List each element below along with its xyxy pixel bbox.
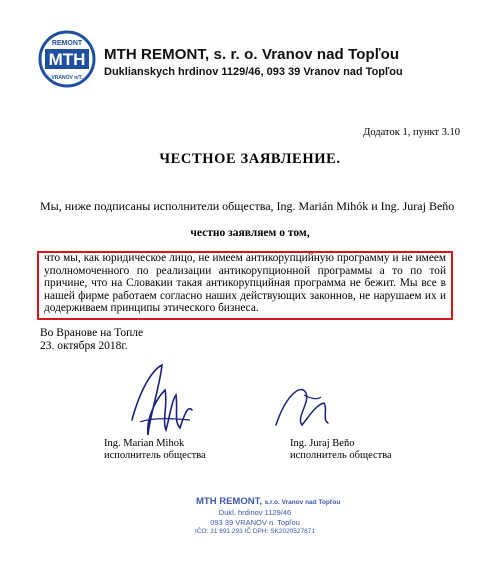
logo-top-text: REMONT — [51, 40, 83, 47]
signer-2 — [290, 438, 392, 462]
signer-1-name: Ing. Marian Mihok — [104, 438, 185, 449]
company-logo — [38, 30, 96, 88]
company-name: MTH REMONT, s. r. o. Vranov nad Topľou — [104, 46, 400, 63]
signer-2-role: исполнитель общества — [290, 450, 392, 461]
declaration-heading: честно заявляем о том, — [190, 227, 310, 239]
stamp-city: 093 39 VRANOV n. Topľou — [210, 518, 300, 527]
place-date — [40, 327, 143, 352]
signature-mihok — [110, 360, 210, 440]
logo-bottom-text: VRANOV n/T. — [51, 75, 83, 81]
intro-paragraph: Мы, ниже подписаны исполнители общества, Ing. Marián Mihók и Ing. Juraj Beňo — [40, 199, 455, 213]
stamp-street: Dukl. hrdinov 1129/46 — [218, 508, 292, 517]
signer-2-name: Ing. Juraj Beňo — [290, 438, 355, 449]
stamp-suffix: s.r.o. Vranov nad Topľou — [264, 499, 341, 506]
signer-1 — [104, 438, 206, 462]
date: 23. октября 2018г. — [40, 339, 128, 352]
signature-beno — [266, 375, 346, 440]
place: Во Вранове на Топле — [40, 327, 144, 339]
document-title: ЧЕСТНОЕ ЗАЯВЛЕНИЕ. — [159, 151, 341, 167]
company-stamp — [150, 486, 360, 552]
stamp-company: MTH REMONT, — [196, 496, 262, 507]
declaration-body: что мы, как юридическое лицо, не имеем антикорупцийную программу и не имеем уполномоченного по реализации антикорупционной программы а то по той причине, что на Словакии такая антикорупцийная программа не бежит. Мы все в нашей фирме работаем согласно наших действующих законнов, не нарушаем их и додерживаем принципы этического бизнеса. — [44, 252, 446, 315]
annex-reference: Додаток 1, пункт 3.10 — [363, 127, 460, 138]
stamp-ids: IČO: 31 691 293 IČ DPH: SK2020527871 — [195, 528, 315, 535]
company-address: Duklianskych hrdinov 1129/46, 093 39 Vranov nad Topľou — [104, 66, 403, 78]
stamp-company-line — [196, 496, 340, 507]
signer-1-role: исполнитель общества — [104, 450, 206, 461]
logo-main-text: MTH — [48, 50, 86, 69]
